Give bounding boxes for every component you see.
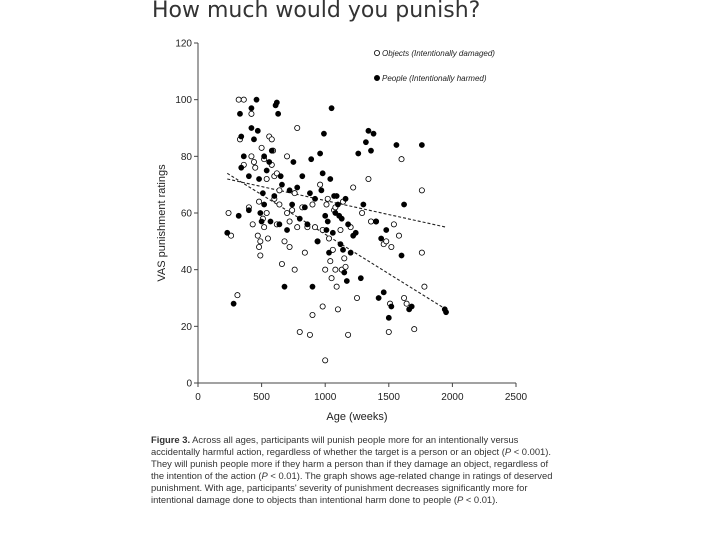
people-point: [401, 202, 406, 207]
y-tick-label: 60: [180, 208, 192, 220]
x-tick-label: 0: [195, 392, 201, 403]
chart-axes: [198, 43, 516, 383]
people-point: [379, 236, 384, 241]
people-point: [376, 295, 381, 300]
people-point: [307, 191, 312, 196]
objects-point: [302, 250, 307, 255]
objects-point: [292, 191, 297, 196]
people-point: [241, 154, 246, 159]
people-point: [319, 188, 324, 193]
caption-text-3: < 0.01). The graph shows age-related change in ratings of deserved punishment. With age, participants' severity of punishment decreases significantly more for intentional damage done to objects than intentional harm done to people (: [151, 470, 553, 506]
legend: [374, 49, 495, 83]
people-point: [246, 208, 251, 213]
objects-point: [284, 210, 289, 215]
people-point: [287, 188, 292, 193]
objects-point: [279, 261, 284, 266]
x-tick-label: 2000: [441, 392, 464, 403]
objects-point: [334, 284, 339, 289]
objects-point: [259, 145, 264, 150]
objects-point: [320, 304, 325, 309]
objects-point: [256, 199, 261, 204]
people-point: [302, 205, 307, 210]
people-point: [249, 106, 254, 111]
figure-caption: [151, 434, 561, 507]
people-point: [381, 290, 386, 295]
objects-point: [249, 154, 254, 159]
objects-point: [419, 250, 424, 255]
people-point: [320, 171, 325, 176]
y-tick-label: 20: [180, 321, 192, 333]
people-point: [277, 222, 282, 227]
objects-point: [326, 236, 331, 241]
people-point: [409, 304, 414, 309]
people-point: [339, 216, 344, 221]
objects-point: [338, 227, 343, 232]
x-tick-label: 1500: [377, 392, 400, 403]
people-point: [340, 247, 345, 252]
people-point: [259, 219, 264, 224]
caption-p-3: P: [456, 494, 464, 506]
objects-point: [368, 219, 373, 224]
objects-point: [396, 233, 401, 238]
people-point: [389, 304, 394, 309]
objects-point: [284, 154, 289, 159]
objects-point: [269, 137, 274, 142]
people-point: [326, 250, 331, 255]
people-point: [295, 185, 300, 190]
people-point: [338, 242, 343, 247]
y-tick-label: 120: [175, 38, 192, 50]
objects-point: [335, 307, 340, 312]
people-point: [254, 97, 259, 102]
objects-point: [264, 176, 269, 181]
people-point: [325, 219, 330, 224]
objects-point: [287, 219, 292, 224]
objects-point: [333, 267, 338, 272]
people-point: [373, 219, 378, 224]
objects-point: [323, 358, 328, 363]
people-point: [268, 219, 273, 224]
objects-point: [307, 332, 312, 337]
people-point: [443, 310, 448, 315]
objects-point: [366, 176, 371, 181]
legend-label-objects: Objects (Intentionally damaged): [382, 49, 495, 58]
people-point: [321, 131, 326, 136]
people-point: [276, 111, 281, 116]
objects-point: [343, 264, 348, 269]
people-point: [258, 210, 263, 215]
caption-p-1: P: [504, 446, 512, 458]
objects-point: [391, 222, 396, 227]
people-point: [305, 222, 310, 227]
objects-point: [342, 256, 347, 261]
chart-ticks: [175, 39, 527, 404]
objects-point: [419, 188, 424, 193]
objects-point: [354, 295, 359, 300]
data-points: [225, 97, 449, 363]
objects-point: [399, 157, 404, 162]
people-point: [246, 174, 251, 179]
people-point: [386, 315, 391, 320]
people-point: [269, 148, 274, 153]
objects-point: [329, 276, 334, 281]
x-tick-label: 2500: [504, 392, 528, 403]
objects-point: [258, 239, 263, 244]
x-tick-label: 500: [253, 392, 270, 403]
people-point: [394, 142, 399, 147]
objects-point: [325, 196, 330, 201]
objects-point: [295, 125, 300, 130]
y-tick-label: 0: [186, 378, 192, 390]
objects-point: [290, 208, 295, 213]
people-point: [272, 193, 277, 198]
people-point: [330, 230, 335, 235]
objects-point: [422, 284, 427, 289]
objects-point: [256, 244, 261, 249]
objects-point: [318, 182, 323, 187]
legend-marker-people: [374, 75, 379, 80]
people-point: [239, 165, 244, 170]
objects-point: [401, 295, 406, 300]
objects-point: [351, 185, 356, 190]
people-point: [361, 202, 366, 207]
people-point: [335, 202, 340, 207]
people-point: [262, 202, 267, 207]
people-point: [231, 301, 236, 306]
y-tick-label: 40: [180, 265, 192, 277]
people-point: [348, 250, 353, 255]
objects-point: [312, 225, 317, 230]
objects-point: [249, 111, 254, 116]
people-point: [345, 222, 350, 227]
objects-point: [277, 188, 282, 193]
people-point: [384, 227, 389, 232]
people-point: [225, 230, 230, 235]
objects-point: [404, 301, 409, 306]
objects-point: [241, 97, 246, 102]
people-point: [274, 100, 279, 105]
people-point: [278, 174, 283, 179]
people-point: [267, 159, 272, 164]
objects-point: [384, 239, 389, 244]
people-point: [356, 151, 361, 156]
people-point: [353, 230, 358, 235]
objects-point: [282, 239, 287, 244]
y-tick-label: 100: [175, 95, 192, 107]
objects-point: [295, 225, 300, 230]
objects-point: [262, 225, 267, 230]
objects-point: [310, 202, 315, 207]
objects-point: [328, 259, 333, 264]
caption-text-4: < 0.01).: [463, 494, 498, 506]
people-point: [344, 278, 349, 283]
objects-point: [251, 159, 256, 164]
people-point: [358, 276, 363, 281]
objects-point: [323, 267, 328, 272]
legend-marker-objects: [374, 50, 379, 55]
people-point: [310, 284, 315, 289]
figure-label: Figure 3.: [151, 434, 191, 445]
people-point: [366, 128, 371, 133]
people-point: [290, 202, 295, 207]
x-axis-title: Age (weeks): [326, 411, 388, 423]
people-point: [236, 213, 241, 218]
people-point: [343, 196, 348, 201]
people-point: [256, 176, 261, 181]
people-point: [399, 253, 404, 258]
caption-p-2: P: [261, 470, 268, 482]
people-point: [264, 168, 269, 173]
objects-point: [310, 312, 315, 317]
objects-point: [265, 236, 270, 241]
people-point: [260, 191, 265, 196]
objects-point: [287, 244, 292, 249]
people-point: [328, 176, 333, 181]
people-point: [300, 174, 305, 179]
objects-point: [345, 332, 350, 337]
people-point: [368, 148, 373, 153]
people-point: [284, 227, 289, 232]
people-point: [279, 182, 284, 187]
objects-point: [236, 97, 241, 102]
objects-point: [258, 253, 263, 258]
objects-point: [292, 267, 297, 272]
objects-point: [226, 210, 231, 215]
people-point: [237, 111, 242, 116]
objects-point: [264, 210, 269, 215]
objects-point: [324, 202, 329, 207]
people-point: [297, 216, 302, 221]
objects-point: [297, 329, 302, 334]
people-point: [312, 196, 317, 201]
people-point: [239, 134, 244, 139]
legend-label-people: People (Intentionally harmed): [382, 74, 487, 83]
people-point: [251, 137, 256, 142]
y-tick-label: 80: [180, 151, 192, 163]
people-point: [419, 142, 424, 147]
objects-point: [250, 222, 255, 227]
y-axis-title: VAS punishment ratings: [156, 164, 168, 282]
objects-point: [235, 293, 240, 298]
objects-point: [255, 233, 260, 238]
people-point: [282, 284, 287, 289]
people-point: [342, 270, 347, 275]
caption-text-1: Across all ages, participants will punish people more for an intentionally versus accidentally harmful action, regardless of whether the target is a person or an object (: [151, 434, 519, 458]
people-point: [329, 106, 334, 111]
people-point: [262, 154, 267, 159]
people-point: [324, 227, 329, 232]
people-point: [309, 157, 314, 162]
x-tick-label: 1000: [314, 392, 337, 403]
people-point: [255, 128, 260, 133]
caption-text-2: < 0.001). They will punish people more if they harm a person than if they damage an object, regardless of the intention of the action (: [151, 446, 551, 482]
people-point: [334, 193, 339, 198]
people-point: [371, 131, 376, 136]
people-point: [363, 140, 368, 145]
objects-point: [389, 244, 394, 249]
people-point: [291, 159, 296, 164]
objects-point: [359, 210, 364, 215]
people-point: [318, 151, 323, 156]
objects-point: [412, 327, 417, 332]
people-point: [249, 125, 254, 130]
people-point: [315, 239, 320, 244]
people-point: [323, 213, 328, 218]
objects-point: [386, 329, 391, 334]
objects-point: [253, 165, 258, 170]
slide-title: How much would you punish?: [152, 0, 481, 23]
objects-point: [277, 202, 282, 207]
